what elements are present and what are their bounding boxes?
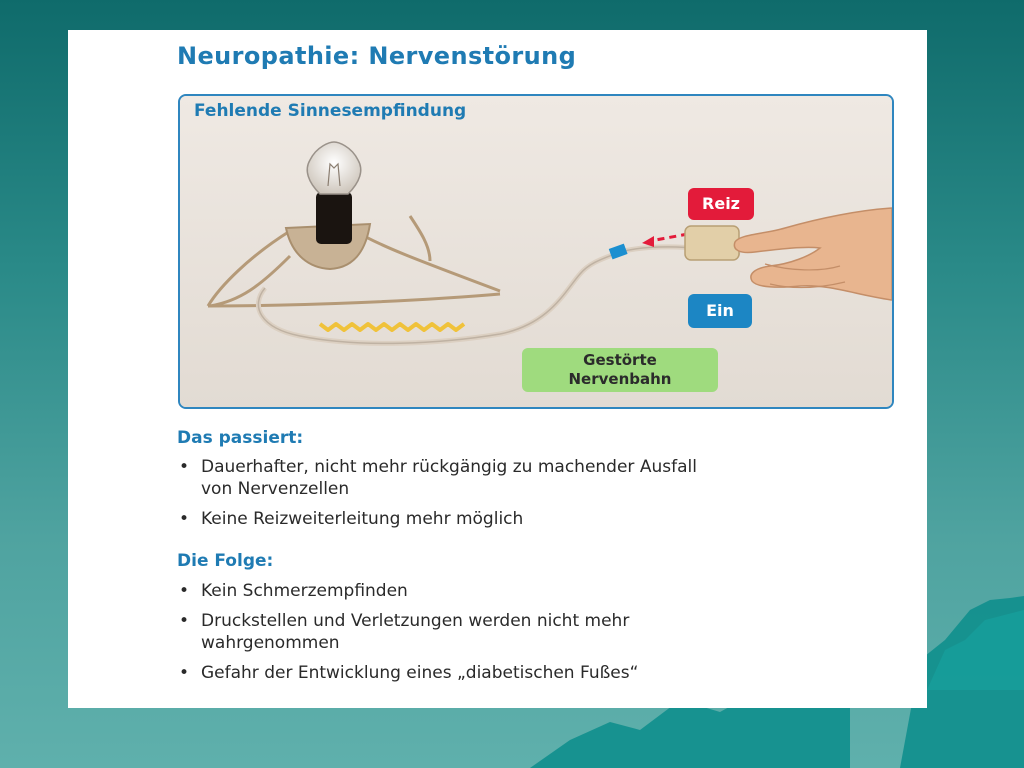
- gestoerte-line2: Nervenbahn: [568, 370, 672, 388]
- slide-card: [68, 30, 927, 708]
- gestoerte-line1: Gestörte: [583, 351, 657, 369]
- ein-tag: Ein: [688, 294, 752, 328]
- list-item: • Kein Schmerzempfinden: [177, 580, 877, 602]
- section-heading-die-folge: Die Folge:: [177, 551, 274, 571]
- page-title: Neuropathie: Nervenstörung: [177, 42, 577, 70]
- gestoerte-nervenbahn-tag: [522, 348, 718, 392]
- switch-plug: [685, 226, 739, 260]
- list-item: • Gefahr der Entwicklung eines „diabetischen Fußes“: [177, 662, 877, 684]
- figure-box: [178, 94, 894, 409]
- list-item: • Druckstellen und Verletzungen werden nicht mehr wahrgenommen: [177, 610, 761, 654]
- lamp-socket: [316, 192, 352, 244]
- figure-title: Fehlende Sinnesempfindung: [194, 101, 467, 121]
- bullet-list-die-folge: [177, 580, 877, 692]
- list-item: • Keine Reizweiterleitung mehr möglich: [177, 508, 877, 530]
- section-heading-das-passiert: Das passiert:: [177, 428, 304, 448]
- list-item: • Dauerhafter, nicht mehr rückgängig zu machender Ausfall von Nervenzellen: [177, 456, 701, 500]
- reiz-tag: Reiz: [688, 188, 754, 220]
- bullet-list-das-passiert: [177, 456, 877, 538]
